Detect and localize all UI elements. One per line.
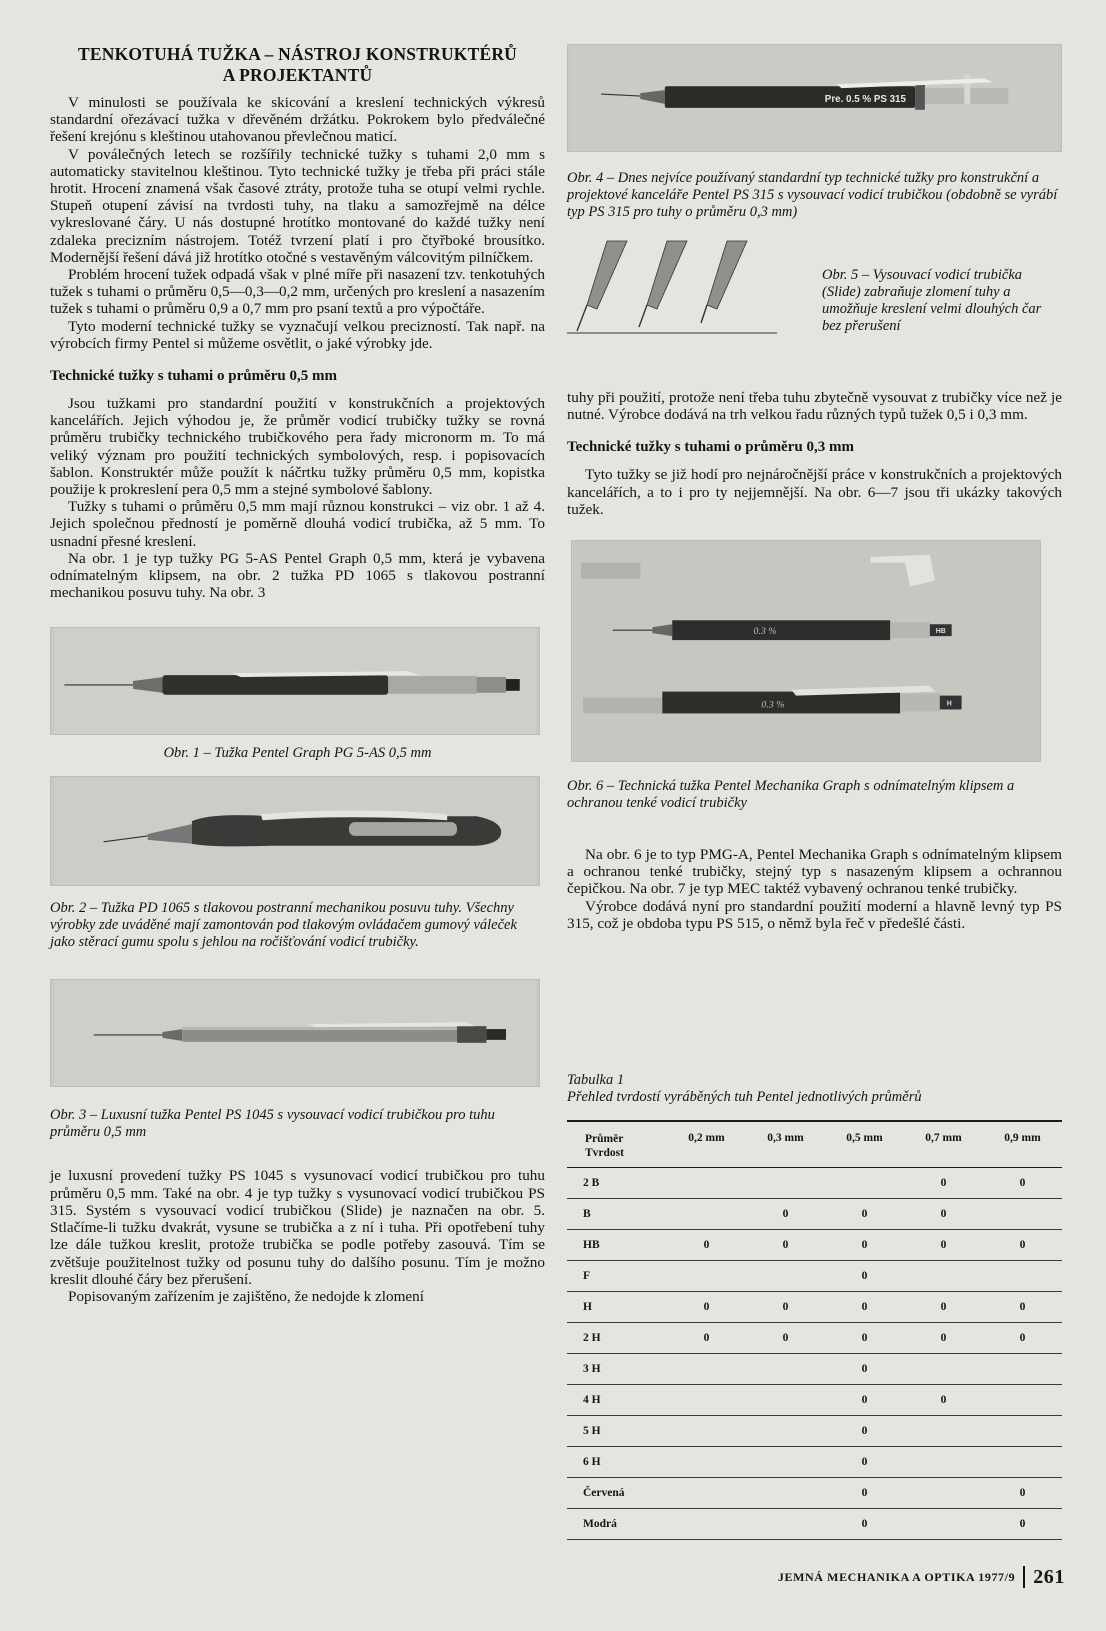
- table-cell: 0: [825, 1353, 904, 1384]
- hardness-table-block: [567, 1072, 1062, 1540]
- table-cell: 0: [825, 1446, 904, 1477]
- row-label: 5 H: [567, 1415, 667, 1446]
- row-label: 2 H: [567, 1322, 667, 1353]
- table-cell: [746, 1446, 825, 1477]
- pencil-ps315-illustration: [568, 45, 1061, 151]
- figure-6-hb-label: HB: [935, 628, 946, 636]
- table-cell: [983, 1446, 1062, 1477]
- intro-paragraph-3: Problém hrocení tužek odpadá však v plné míře při nasazení tzv. tenkotuhých tužek s tuhami o průměru 0,5—0,3—0,2 mm, určených pro kreslení a nasazením tužek s tuhami o průměru 0,9 a 0,7 mm pro psaní textů a pro výpočtáře.: [50, 266, 545, 318]
- left-column: [50, 44, 545, 1305]
- table-cell: 0: [746, 1291, 825, 1322]
- title-line-2: A PROJEKTANTŮ: [222, 65, 373, 85]
- table-cell: [983, 1260, 1062, 1291]
- table-cell: 0: [667, 1229, 746, 1260]
- table-cell: 0: [825, 1415, 904, 1446]
- table-cell: 0: [904, 1322, 983, 1353]
- hardness-table: [567, 1120, 1062, 1540]
- page-footer: [735, 1566, 1065, 1588]
- figure-5-caption: Obr. 5 – Vysouvací vodicí trubička (Slide) zabraňuje zlomení tuhy a umožňuje kreslení velmi dlouhých čar bez přerušení: [822, 267, 1042, 334]
- row-label: 6 H: [567, 1446, 667, 1477]
- table-header-row: [567, 1121, 1062, 1167]
- row-label: 2 B: [567, 1167, 667, 1198]
- table-cell: 0: [983, 1291, 1062, 1322]
- table-cell: 0: [825, 1477, 904, 1508]
- table-cell: 0: [904, 1291, 983, 1322]
- figure-6-h-label: H: [946, 700, 952, 708]
- table-cell: [667, 1446, 746, 1477]
- figure-3-caption: Obr. 3 – Luxusní tužka Pentel PS 1045 s vysouvací vodicí trubičkou pro tuhu průměru 0,5 mm: [50, 1107, 495, 1141]
- table-row: [567, 1384, 1062, 1415]
- table-cell: 0: [667, 1322, 746, 1353]
- section-heading-03mm: Technické tužky s tuhami o průměru 0,3 mm: [567, 439, 854, 456]
- pencil-tip-1: [577, 241, 627, 331]
- table-row: [567, 1446, 1062, 1477]
- table-row: [567, 1291, 1062, 1322]
- pencil-pg5as-illustration: [51, 628, 539, 734]
- header-corner: Průměr Tvrdost: [585, 1133, 624, 1159]
- row-label: 4 H: [567, 1384, 667, 1415]
- table-cell: [746, 1415, 825, 1446]
- right-paragraph-1: tuhy při použití, protože není třeba tuhu zbytečně vysouvat z trubičky více než je nutné. Výrobce dodává na trh velkou řadu různých typů tužek 0,5 i 0,3 mm.: [567, 389, 1062, 424]
- table-cell: [904, 1508, 983, 1539]
- table-cell: 0: [983, 1477, 1062, 1508]
- table-row: [567, 1260, 1062, 1291]
- figure-4-photo: [567, 44, 1062, 152]
- pencil-pd1065-illustration: [51, 777, 539, 885]
- table-row: [567, 1415, 1062, 1446]
- article-title: [50, 44, 545, 86]
- table-row: [567, 1198, 1062, 1229]
- table-row: [567, 1322, 1062, 1353]
- section1-paragraph-3: Na obr. 1 je typ tužky PG 5-AS Pentel Graph 0,5 mm, která je vybavena odnímatelným klipsem, na obr. 2 tužka PD 1065 s tlakovou postranní mechanikou posuvu tuhy. Na obr. 3: [50, 549, 545, 602]
- row-label: 3 H: [567, 1353, 667, 1384]
- table-row: [567, 1508, 1062, 1539]
- table-row: [567, 1353, 1062, 1384]
- right-column: [567, 44, 1062, 932]
- table-row: [567, 1477, 1062, 1508]
- intro-paragraph-2: V poválečných letech se rozšířily technické tužky s tuhami 2,0 mm s automaticky stavitelnou kleštinou. Tyto technické tužky je třeba při práci stále hrotit. Hrocení znamená však časové ztráty, protože tuha se otupí velmi rychle. Stupeň otupení závisí na tvrdosti tuhy, na tlaku a samozřejmě na délce vykreslované čáry. U nás dostupné hrotítko montované do každé tužky není zdaleka precizním nástrojem. Totéž tvrzení platí i pro čtyřboké brousítko. Modernější řešení dává již hrotítko otočné s vestavěným válcovitým pilníčkem.: [50, 145, 545, 266]
- table-cell: 0: [667, 1291, 746, 1322]
- page-number: 261: [1023, 1566, 1065, 1588]
- table-cell: [983, 1198, 1062, 1229]
- figure-3-photo: [50, 979, 540, 1087]
- figure-6-imprint-1: 0.3 %: [753, 626, 777, 638]
- table-cell: [746, 1167, 825, 1198]
- table-cell: [746, 1508, 825, 1539]
- pencil-tip-3: [701, 241, 747, 323]
- figure-4-caption: Obr. 4 – Dnes nejvíce používaný standardní typ technické tužky pro konstrukční a projektové kanceláře Pentel PS 315 s vysouvací vodicí trubičkou (obdobně se vyrábí typ PS 315 pro tuhy o průměru 0,3 mm): [567, 170, 1058, 220]
- header-col: 0,2 mm: [688, 1132, 725, 1144]
- header-col: 0,9 mm: [1004, 1132, 1041, 1144]
- table-cell: 0: [825, 1260, 904, 1291]
- figure-2-caption: Obr. 2 – Tužka PD 1065 s tlakovou postranní mechanikou posuvu tuhy. Všechny výrobky zde uváděné mají zamontován pod tlakovým ovládačem gumový váleček jako stěrací gumu spolu s jehlou na ročišťování vodicí trubičky.: [50, 900, 517, 951]
- table-cell: [667, 1260, 746, 1291]
- right-paragraph-3: Výrobce dodává nyní pro standardní použití moderní a hlavně levný typ PS 315, což je obdoba typu PS 515, o němž byla řeč v předešlé části.: [567, 897, 1062, 932]
- table-cell: [667, 1167, 746, 1198]
- section1-paragraph-2: Tužky s tuhami o průměru 0,5 mm mají různou konstrukci – viz obr. 1 až 4. Jejich společnou předností je poměrně dlouhá vodicí trubička, až 5 mm. To usnadní přesné kreslení.: [50, 498, 545, 550]
- table-cell: 0: [825, 1198, 904, 1229]
- continuation-paragraph-2: Popisovaným zařízením je zajištěno, že nedojde k zlomení: [68, 1287, 424, 1305]
- table-cell: [904, 1446, 983, 1477]
- table-cell: [667, 1477, 746, 1508]
- table-cell: 0: [746, 1322, 825, 1353]
- section2-paragraph: Tyto tužky se již hodí pro nejnáročnější práce v konstrukčních a projektových kancelářích, a to i pro ty nejjemnější. Na obr. 6—7 jsou tři ukázky takových tužek.: [567, 466, 1062, 518]
- pencil-tip-2: [639, 241, 687, 327]
- table-cell: [746, 1260, 825, 1291]
- table-cell: [825, 1167, 904, 1198]
- table-title: Přehled tvrdostí vyráběných tuh Pentel jednotlivých průměrů: [567, 1089, 922, 1105]
- row-label: HB: [567, 1229, 667, 1260]
- table-cell: 0: [983, 1167, 1062, 1198]
- table-row: [567, 1167, 1062, 1198]
- table-cell: 0: [746, 1198, 825, 1229]
- table-cell: [983, 1384, 1062, 1415]
- pencil-ps1045-illustration: [51, 980, 539, 1086]
- table-cell: [746, 1353, 825, 1384]
- table-cell: 0: [825, 1508, 904, 1539]
- header-col: 0,5 mm: [846, 1132, 883, 1144]
- table-cell: 0: [825, 1322, 904, 1353]
- figure-2-photo: [50, 776, 540, 886]
- table-cell: 0: [746, 1229, 825, 1260]
- table-cell: 0: [904, 1167, 983, 1198]
- figure-6-photo: [571, 540, 1041, 762]
- row-label: B: [567, 1198, 667, 1229]
- journal-name: JEMNÁ MECHANIKA A OPTIKA 1977/9: [777, 1569, 1016, 1584]
- table-cell: [746, 1477, 825, 1508]
- table-cell: 0: [904, 1198, 983, 1229]
- intro-paragraph-1: V minulosti se používala ke skicování a kreslení technických výkresů standardní ořezávací tužka v dřevěném držátku. Pokrokem bylo předválečné řešení krejónu s kleštinou utahovanou převlečnou maticí.: [50, 94, 545, 146]
- figure-1-caption: Obr. 1 – Tužka Pentel Graph PG 5-AS 0,5 mm: [163, 745, 432, 762]
- table-cell: [904, 1477, 983, 1508]
- slide-sleeve-diagram: [567, 239, 777, 339]
- table-cell: [904, 1415, 983, 1446]
- header-col: 0,3 mm: [767, 1132, 804, 1144]
- title-line-1: TENKOTUHÁ TUŽKA – NÁSTROJ KONSTRUKTÉRŮ: [77, 44, 518, 64]
- table-cell: 0: [825, 1229, 904, 1260]
- table-cell: [746, 1384, 825, 1415]
- section1-paragraph-1: Jsou tužkami pro standardní použití v konstrukčních a projektových kancelářích. Jejich výhodou je, že průměr vodicí trubičky tužky se rovná průměru trubičky technického trubičkového pera řady micronorm m. To má veliký význam pro použití technických symbolových, resp. i popisovacích šablon. Konstruktér může použít k náčrtku tužky průměru 0,5 mm, kopistka použije k prokreslení pera 0,5 mm a stejné symbolové šablony.: [50, 395, 545, 499]
- table-cell: [667, 1353, 746, 1384]
- table-cell: 0: [983, 1508, 1062, 1539]
- section-heading-05mm: Technické tužky s tuhami o průměru 0,5 mm: [50, 368, 337, 385]
- table-row: [567, 1229, 1062, 1260]
- table-body: [567, 1167, 1062, 1539]
- table-cell: [667, 1198, 746, 1229]
- table-cell: [667, 1415, 746, 1446]
- table-cell: 0: [904, 1229, 983, 1260]
- row-label: Červená: [567, 1477, 667, 1508]
- row-label: H: [567, 1291, 667, 1322]
- table-cell: 0: [825, 1291, 904, 1322]
- table-cell: [667, 1384, 746, 1415]
- table-number: Tabulka 1: [567, 1072, 625, 1088]
- figure-6-caption: Obr. 6 – Technická tužka Pentel Mechanika Graph s odnímatelným klipsem a ochranou tenké vodicí trubičky: [567, 778, 1015, 812]
- table-cell: 0: [983, 1322, 1062, 1353]
- pencil-pmga-illustration: [572, 541, 1040, 761]
- table-cell: 0: [904, 1384, 983, 1415]
- intro-paragraph-4: Tyto moderní technické tužky se vyznačují velkou precizností. Tak např. na výrobcích firmy Pentel si můžeme osvětlit, o jaké výrobky jde.: [50, 317, 545, 352]
- continuation-paragraph-1: je luxusní provedení tužky PS 1045 s vysunovací vodicí trubičkou pro tuhu průměru 0,5 mm. Také na obr. 4 je typ tužky s vysunovací vodicí trubičkou PS 315. Systém s vysouvací vodicí trubičkou (Slide) je naznačen na obr. 5. Stlačíme-li tužku dvakrát, vysune se trubička a z ní i tuha. Při opotřebení tuhy lze dále tužkou kreslit, protože trubička se podle potřeby zasouvá. Tím se zvětšuje použitelnost tužky od posunu tuhy do dalšího posunu. Tím je možno kreslit dlouhé čáry bez přerušení.: [50, 1167, 545, 1288]
- figure-4-imprint: Pre. 0.5 % PS 315: [824, 93, 906, 105]
- table-cell: 0: [825, 1384, 904, 1415]
- figure-5-block: [567, 239, 1062, 389]
- row-label: Modrá: [567, 1508, 667, 1539]
- figure-1-photo: [50, 627, 540, 735]
- table-cell: [904, 1260, 983, 1291]
- table-cell: [983, 1415, 1062, 1446]
- right-paragraph-2: Na obr. 6 je to typ PMG-A, Pentel Mechanika Graph s odnímatelným klipsem a ochranou tenké trubičky, stejný typ s nasazeným klipsem a ochrannou čepičkou. Na obr. 7 je typ MEC taktéž vybavený ochranou tenké trubičky.: [567, 846, 1062, 898]
- table-cell: [904, 1353, 983, 1384]
- table-cell: [667, 1508, 746, 1539]
- row-label: F: [567, 1260, 667, 1291]
- table-cell: [983, 1353, 1062, 1384]
- figure-6-imprint-2: 0.3 %: [761, 699, 785, 711]
- table-cell: 0: [983, 1229, 1062, 1260]
- header-col: 0,7 mm: [925, 1132, 962, 1144]
